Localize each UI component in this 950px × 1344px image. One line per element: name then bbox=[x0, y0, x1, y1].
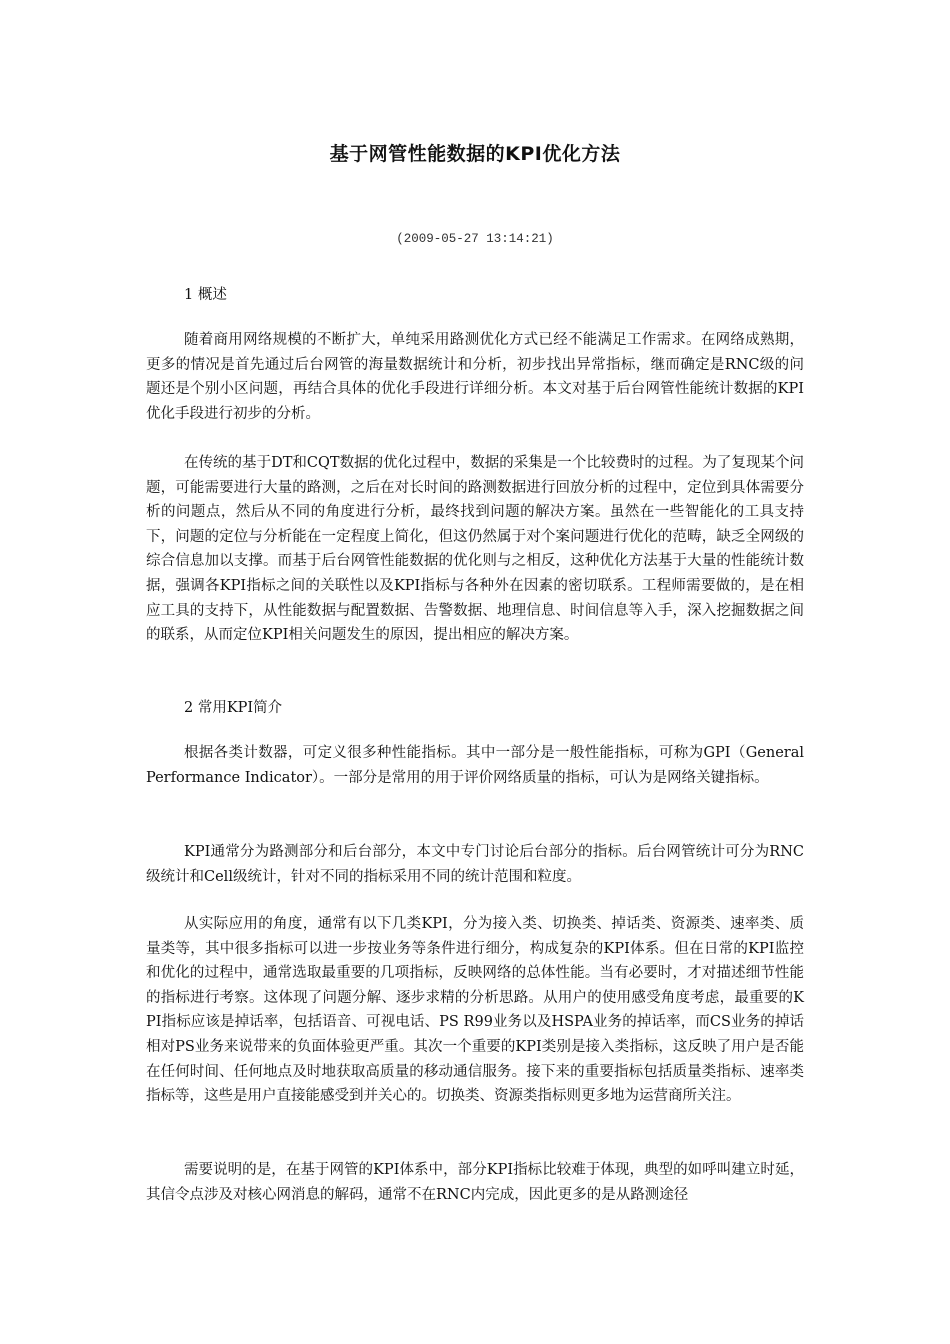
paragraph: 随着商用网络规模的不断扩大，单纯采用路测优化方式已经不能满足工作需求。在网络成熟期，更多的情况是首先通过后台网管的海量数据统计和分析，初步找出异常指标，继而确定是RNC级的问题还是个别小区问题，再结合具体的优化手段进行详细分析。本文对基于后台网管性能统计数据的KPI优化手段进行初步的分析。 bbox=[146, 332, 804, 422]
paragraph: 从实际应用的角度，通常有以下几类KPI，分为接入类、切换类、掉话类、资源类、速率类、质量类等，其中很多指标可以进一步按业务等条件进行细分，构成复杂的KPI体系。但在日常的KPI监控和优化的过程中，通常选取最重要的几项指标，反映网络的总体性能。当有必要时，才对描述细节性能的指标进行考察。这体现了问题分解、逐步求精的分析思路。从用户的使用感受角度考虑，最重要的KPI指标应该是掉话率，包括语音、可视电话、PS R99业务以及HSPA业务的掉话率，而CS业务的掉话相对PS业务来说带来的负面体验更严重。其次一个重要的KPI类别是接入类指标，这反映了用户是否能在任何时间、任何地点及时地获取高质量的移动通信服务。接下来的重要指标包括质量类指标、速率类指标等，这些是用户直接能感受到并关心的。切换类、资源类指标则更多地为运营商所关注。 bbox=[146, 916, 804, 1105]
paragraph: 根据各类计数器，可定义很多种性能指标。其中一部分是一般性能指标，可称为GPI（General Performance Indicator）。一部分是常用的用于评价网络质量的指标，可认为是网络关键指标。 bbox=[146, 745, 804, 786]
paragraph: KPI通常分为路测部分和后台部分，本文中专门讨论后台部分的指标。后台网管统计可分为RNC级统计和Cell级统计，针对不同的指标采用不同的统计范围和粒度。 bbox=[146, 844, 804, 885]
document-title: 基于网管性能数据的KPI优化方法 bbox=[329, 143, 621, 165]
section-heading-kpi-intro: 2 常用KPI简介 bbox=[184, 700, 283, 716]
paragraph: 在传统的基于DT和CQT数据的优化过程中，数据的采集是一个比较费时的过程。为了复现某个问题，可能需要进行大量的路测，之后在对长时间的路测数据进行回放分析的过程中，定位到具体需要分析的问题点，然后从不同的角度进行分析，最终找到问题的解决方案。虽然在一些智能化的工具支持下，问题的定位与分析能在一定程度上简化，但这仍然属于对个案问题进行优化的范畴，缺乏全网级的综合信息加以支撑。而基于后台网管性能数据的优化则与之相反，这种优化方法基于大量的性能统计数据，强调各KPI指标之间的关联性以及KPI指标与各种外在因素的密切联系。工程师需要做的，是在相应工具的支持下，从性能数据与配置数据、告警数据、地理信息、时间信息等入手，深入挖掘数据之间的联系，从而定位KPI相关问题发生的原因，提出相应的解决方案。 bbox=[146, 455, 804, 644]
publish-timestamp: (2009-05-27 13:14:21) bbox=[396, 232, 554, 246]
paragraph: 需要说明的是，在基于网管的KPI体系中，部分KPI指标比较难于体现，典型的如呼叫建立时延，其信令点涉及对核心网消息的解码，通常不在RNC内完成，因此更多的是从路测途径 bbox=[146, 1162, 804, 1203]
section-heading-overview: 1 概述 bbox=[184, 287, 227, 303]
